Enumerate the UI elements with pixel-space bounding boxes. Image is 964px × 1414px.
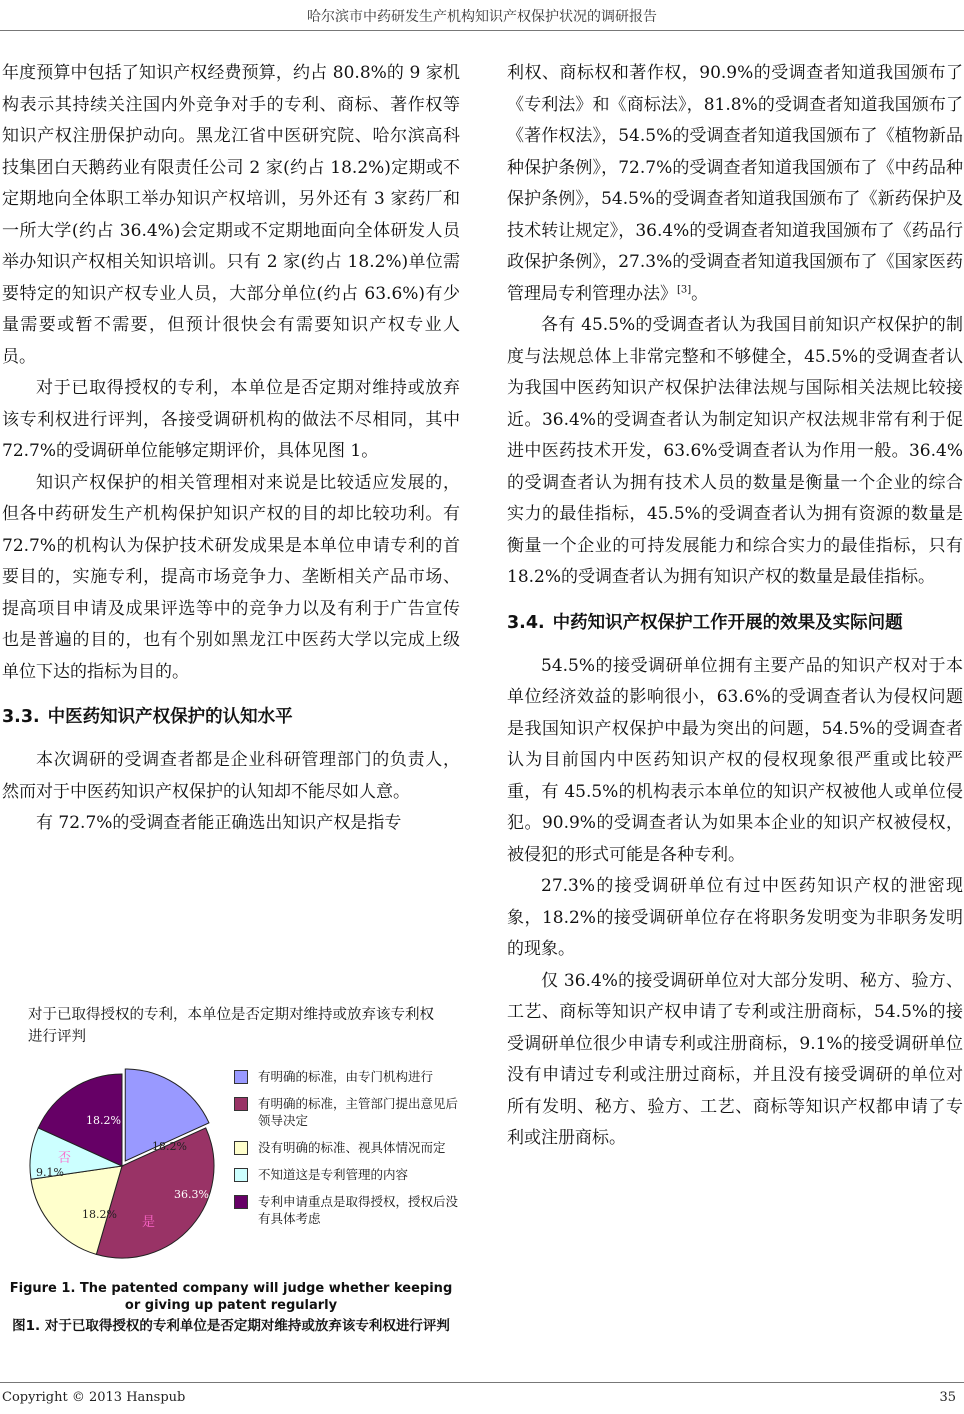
pie-value-label: 9.1%	[36, 1166, 64, 1179]
section-heading-3-3	[2, 702, 460, 733]
legend-swatch	[234, 1097, 248, 1111]
section-heading-3-4	[507, 608, 963, 639]
legend-swatch	[234, 1141, 248, 1155]
legend-label: 没有明确的标准、视具体情况而定	[258, 1140, 446, 1155]
section-number: 3.4.	[507, 612, 545, 633]
section-number: 3.3.	[2, 707, 40, 727]
legend-label: 不知道这是专利管理的内容	[258, 1167, 409, 1182]
figure-caption-zh: 图1. 对于已取得授权的专利单位是否定期对维持或放弃该专利权进行评判	[12, 1318, 450, 1334]
legend-item	[234, 1095, 460, 1129]
citation-ref: [3]	[677, 283, 692, 295]
paragraph: 知识产权保护的相关管理相对来说是比较适应发展的，但各中药研发生产机构保护知识产权的目的却比较功利。有 72.7%的机构认为保护技术研发成果是本单位申请专利的首要目的，实施专利，提高市场竞争力、垄断相关产品市场、提高项目申请及成果评选等中的竞争力以及有利于广告宣传也是普遍的目的，也有个别如黑龙江中医药大学以完成上级单位下达的指标为目的。	[2, 472, 460, 682]
paragraph	[507, 58, 963, 310]
legend-item	[234, 1193, 460, 1227]
header-rule	[0, 30, 964, 31]
section-title: 中医药知识产权保护的认知水平	[47, 707, 293, 727]
pie-value-label: 36.3%	[174, 1188, 209, 1201]
legend-swatch	[234, 1195, 248, 1209]
running-header: 哈尔滨市中药研发生产机构知识产权保护状况的调研报告	[307, 9, 657, 25]
copyright-notice: Copyright © 2013 Hanspub	[2, 1390, 186, 1405]
pie-value-label: 18.2%	[86, 1114, 121, 1127]
legend-label: 有明确的标准，由专门机构进行	[258, 1069, 434, 1084]
pie-value-label: 18.2%	[82, 1208, 117, 1221]
legend-item	[234, 1139, 460, 1156]
right-column	[507, 58, 963, 1155]
legend-label: 专利申请重点是取得授权，授权后没有具体考虑	[258, 1194, 459, 1226]
pie-value-label: 18.2%	[152, 1140, 187, 1153]
pie-chart	[22, 1066, 222, 1266]
paragraph: 有 72.7%的受调查者能正确选出知识产权是指专	[36, 813, 402, 833]
paragraph: 各有 45.5%的受调查者认为我国目前知识产权保护的制度与法规总体上非常完整和不够健全，45.5%的受调查者认为我国中医药知识产权保护法律法规与国际相关法规比较接近。36.4%的受调查者认为制定知识产权法规非常有利于促进中医药技术开发，63.6%受调查者认为作用一般。36.4%的受调查者认为拥有技术人员的数量是衡量一个企业的综合实力的最佳指标，45.5%的受调查者认为拥有资源的数量是衡量一个企业的可持发展能力和综合实力的最佳指标，只有 18.2%的受调查者认为拥有知识产权的数量是最佳指标。	[507, 315, 963, 587]
legend-item	[234, 1068, 460, 1085]
figure-caption-en: Figure 1. The patented company will judge whether keeping or giving up patent regularly	[9, 1281, 453, 1313]
page-number: 35	[939, 1390, 956, 1405]
left-column	[2, 58, 460, 840]
paragraph: 27.3%的接受调研单位有过中医药知识产权的泄密现象，18.2%的接受调研单位存在将职务发明变为非职务发明的现象。	[507, 876, 963, 959]
chart-title: 对于已取得授权的专利，本单位是否定期对维持或放弃该专利权进行评判	[28, 1007, 434, 1045]
chart-legend	[234, 1068, 460, 1237]
legend-item	[234, 1166, 460, 1183]
paragraph: 年度预算中包括了知识产权经费预算，约占 80.8%的 9 家机构表示其持续关注国内外竞争对手的专利、商标、著作权等知识产权注册保护动向。黑龙江省中医研究院、哈尔滨高科技集团白天鹅药业有限责任公司 2 家(约占 18.2%)定期或不定期地向全体职工举办知识产权培训，另外还有 3 家药厂和一所大学(约占 36.4%)会定期或不定期地面向全体研发人员举办知识产权相关知识培训。只有 2 家(约占 18.2%)单位需要特定的知识产权专业人员，大部分单位(约占 63.6%)有少量需要或暂不需要，但预计很快会有需要知识产权专业人员。	[2, 63, 460, 367]
pie-annotation-no: 否	[58, 1151, 72, 1166]
figure-1	[2, 1000, 460, 1360]
paragraph: 对于已取得授权的专利，本单位是否定期对维持或放弃该专利权进行评判，各接受调研机构的做法不尽相同，其中 72.7%的受调研单位能够定期评价，具体见图 1。	[2, 378, 460, 461]
paragraph-text: 利权、商标权和著作权，90.9%的受调查者知道我国颁布了《专利法》和《商标法》，81.8%的受调查者知道我国颁布了《著作权法》，54.5%的受调查者知道我国颁布了《植物新品种保护条例》，72.7%的受调查者知道我国颁布了《中药品种保护条例》，54.5%的受调查者知道我国颁布了《新药保护及技术转让规定》，36.4%的受调查者知道我国颁布了《药品行政保护条例》，27.3%的受调查者知道我国颁布了《国家医药管理局专利管理办法》	[507, 63, 963, 304]
legend-label: 有明确的标准，主管部门提出意见后领导决定	[258, 1096, 459, 1128]
pie-annotation-yes: 是	[142, 1215, 156, 1230]
paragraph: 54.5%的接受调研单位拥有主要产品的知识产权对于本单位经济效益的影响很小，63.6%的受调查者认为侵权问题是我国知识产权保护中最为突出的问题，54.5%的受调查者认为目前国内中医药知识产权的侵权现象很严重或比较严重，有 45.5%的机构表示本单位的知识产权被他人或单位侵犯。90.9%的受调查者认为如果本企业的知识产权被侵权，被侵犯的形式可能是各种专利。	[507, 655, 963, 865]
legend-swatch	[234, 1168, 248, 1182]
paragraph: 本次调研的受调查者都是企业科研管理部门的负责人，然而对于中医药知识产权保护的认知却不能尽如人意。	[2, 750, 460, 802]
legend-swatch	[234, 1070, 248, 1084]
section-title: 中药知识产权保护工作开展的效果及实际问题	[552, 612, 903, 633]
paragraph: 仅 36.4%的接受调研单位对大部分发明、秘方、验方、工艺、商标等知识产权申请了专利或注册商标，54.5%的接受调研单位很少申请专利或注册商标，9.1%的接受调研单位没有申请过专利或注册过商标，并且没有接受调研的单位对所有发明、秘方、验方、工艺、商标等知识产权都申请了专利或注册商标。	[507, 970, 963, 1148]
paragraph-tail: 。	[691, 283, 709, 304]
footer-rule	[0, 1382, 964, 1383]
